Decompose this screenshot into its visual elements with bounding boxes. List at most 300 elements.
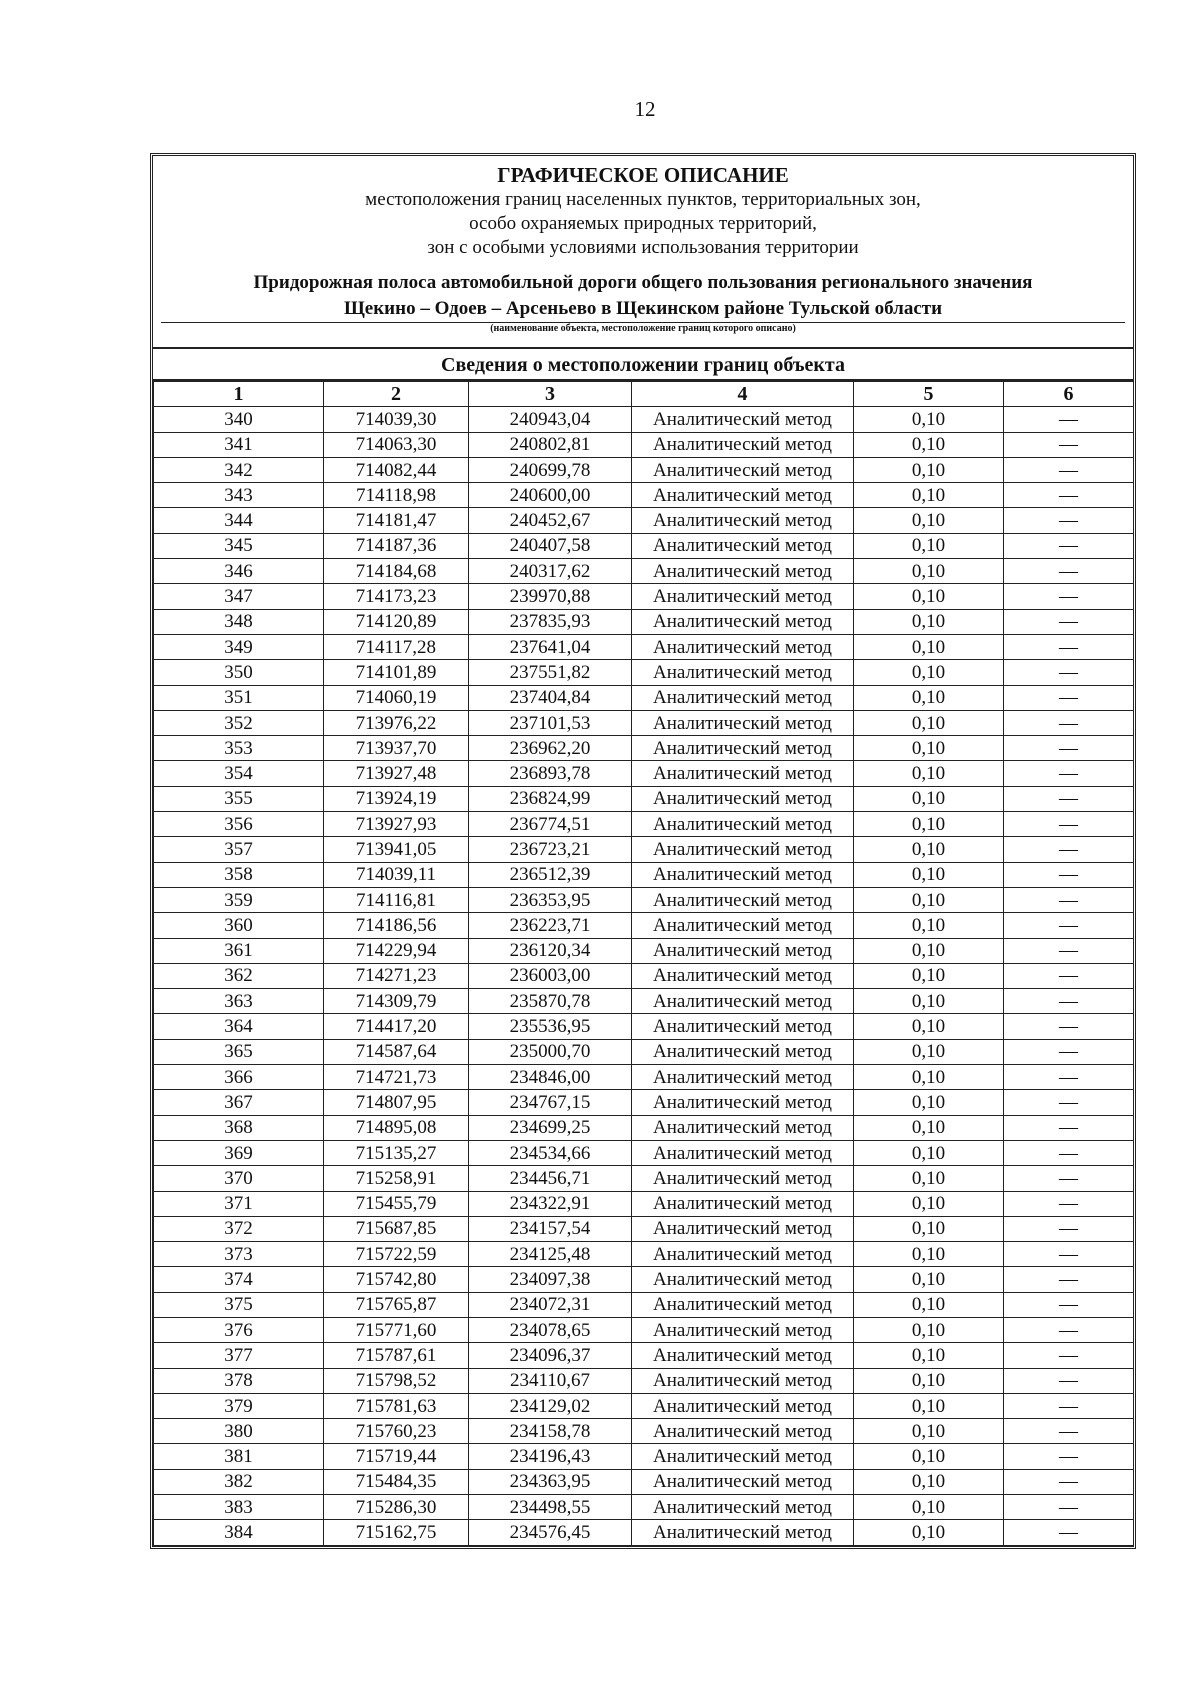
x-coordinate-cell: 715798,52 <box>324 1368 469 1393</box>
method-cell: Аналитический метод <box>632 1267 854 1292</box>
table-row <box>154 1090 1134 1115</box>
x-coordinate-cell: 715162,75 <box>324 1520 469 1545</box>
method-cell: Аналитический метод <box>632 938 854 963</box>
description-cell: — <box>1004 1317 1134 1342</box>
y-coordinate-cell: 235536,95 <box>469 1014 632 1039</box>
subtitle-line-3: зон с особыми условиями использования территории <box>427 237 859 258</box>
point-number-cell: 381 <box>154 1444 324 1469</box>
point-number-cell: 340 <box>154 407 324 432</box>
point-number-cell: 374 <box>154 1267 324 1292</box>
table-row <box>154 533 1134 558</box>
x-coordinate-cell: 715687,85 <box>324 1216 469 1241</box>
table-row <box>154 1216 1134 1241</box>
description-cell: — <box>1004 1216 1134 1241</box>
x-coordinate-cell: 715286,30 <box>324 1495 469 1520</box>
column-header: 5 <box>854 382 1004 407</box>
method-cell: Аналитический метод <box>632 1140 854 1165</box>
accuracy-cell: 0,10 <box>854 634 1004 659</box>
column-header: 2 <box>324 382 469 407</box>
x-coordinate-cell: 715719,44 <box>324 1444 469 1469</box>
x-coordinate-cell: 715135,27 <box>324 1140 469 1165</box>
method-cell: Аналитический метод <box>632 812 854 837</box>
method-cell: Аналитический метод <box>632 609 854 634</box>
x-coordinate-cell: 714039,30 <box>324 407 469 432</box>
table-row <box>154 710 1134 735</box>
method-cell: Аналитический метод <box>632 457 854 482</box>
description-cell: — <box>1004 559 1134 584</box>
point-number-cell: 351 <box>154 685 324 710</box>
point-number-cell: 344 <box>154 508 324 533</box>
accuracy-cell: 0,10 <box>854 736 1004 761</box>
y-coordinate-cell: 237641,04 <box>469 634 632 659</box>
description-cell: — <box>1004 1242 1134 1267</box>
table-row <box>154 584 1134 609</box>
table-row <box>154 457 1134 482</box>
x-coordinate-cell: 715765,87 <box>324 1292 469 1317</box>
point-number-cell: 380 <box>154 1419 324 1444</box>
y-coordinate-cell: 234534,66 <box>469 1140 632 1165</box>
point-number-cell: 355 <box>154 786 324 811</box>
accuracy-cell: 0,10 <box>854 533 1004 558</box>
description-cell: — <box>1004 609 1134 634</box>
subtitle-line-2: особо охраняемых природных территорий, <box>469 213 817 234</box>
y-coordinate-cell: 234072,31 <box>469 1292 632 1317</box>
accuracy-cell: 0,10 <box>854 812 1004 837</box>
y-coordinate-cell: 239970,88 <box>469 584 632 609</box>
object-name-line-1: Придорожная полоса автомобильной дороги общего пользования регионального значения <box>253 272 1033 293</box>
x-coordinate-cell: 714117,28 <box>324 634 469 659</box>
x-coordinate-cell: 715760,23 <box>324 1419 469 1444</box>
y-coordinate-cell: 234078,65 <box>469 1317 632 1342</box>
table-row <box>154 1191 1134 1216</box>
point-number-cell: 373 <box>154 1242 324 1267</box>
x-coordinate-cell: 714417,20 <box>324 1014 469 1039</box>
point-number-cell: 350 <box>154 660 324 685</box>
table-row <box>154 862 1134 887</box>
column-header: 1 <box>154 382 324 407</box>
method-cell: Аналитический метод <box>632 1292 854 1317</box>
y-coordinate-cell: 240600,00 <box>469 483 632 508</box>
accuracy-cell: 0,10 <box>854 508 1004 533</box>
y-coordinate-cell: 236723,21 <box>469 837 632 862</box>
table-row <box>154 837 1134 862</box>
point-number-cell: 353 <box>154 736 324 761</box>
x-coordinate-cell: 714082,44 <box>324 457 469 482</box>
x-coordinate-cell: 714895,08 <box>324 1115 469 1140</box>
point-number-cell: 378 <box>154 1368 324 1393</box>
table-row <box>154 559 1134 584</box>
method-cell: Аналитический метод <box>632 407 854 432</box>
method-cell: Аналитический метод <box>632 786 854 811</box>
table-row <box>154 508 1134 533</box>
description-cell: — <box>1004 457 1134 482</box>
description-cell: — <box>1004 1191 1134 1216</box>
table-row <box>154 938 1134 963</box>
y-coordinate-cell: 240317,62 <box>469 559 632 584</box>
method-cell: Аналитический метод <box>632 1014 854 1039</box>
table-row <box>154 1115 1134 1140</box>
method-cell: Аналитический метод <box>632 887 854 912</box>
point-number-cell: 345 <box>154 533 324 558</box>
accuracy-cell: 0,10 <box>854 1343 1004 1368</box>
description-cell: — <box>1004 736 1134 761</box>
description-cell: — <box>1004 1343 1134 1368</box>
table-row <box>154 761 1134 786</box>
y-coordinate-cell: 240699,78 <box>469 457 632 482</box>
y-coordinate-cell: 240802,81 <box>469 432 632 457</box>
point-number-cell: 362 <box>154 963 324 988</box>
accuracy-cell: 0,10 <box>854 1368 1004 1393</box>
method-cell: Аналитический метод <box>632 1469 854 1494</box>
point-number-cell: 383 <box>154 1495 324 1520</box>
y-coordinate-cell: 234096,37 <box>469 1343 632 1368</box>
x-coordinate-cell: 715781,63 <box>324 1393 469 1418</box>
method-cell: Аналитический метод <box>632 1368 854 1393</box>
description-cell: — <box>1004 1393 1134 1418</box>
point-number-cell: 365 <box>154 1039 324 1064</box>
x-coordinate-cell: 714116,81 <box>324 887 469 912</box>
table-row <box>154 887 1134 912</box>
accuracy-cell: 0,10 <box>854 1419 1004 1444</box>
description-cell: — <box>1004 533 1134 558</box>
y-coordinate-cell: 236223,71 <box>469 913 632 938</box>
subtitle-line-1: местоположения границ населенных пунктов, территориальных зон, <box>365 189 921 210</box>
accuracy-cell: 0,10 <box>854 1216 1004 1241</box>
column-header: 3 <box>469 382 632 407</box>
description-cell: — <box>1004 1115 1134 1140</box>
method-cell: Аналитический метод <box>632 963 854 988</box>
point-number-cell: 346 <box>154 559 324 584</box>
y-coordinate-cell: 234576,45 <box>469 1520 632 1545</box>
point-number-cell: 371 <box>154 1191 324 1216</box>
point-number-cell: 347 <box>154 584 324 609</box>
table-row <box>154 634 1134 659</box>
y-coordinate-cell: 237551,82 <box>469 660 632 685</box>
point-number-cell: 363 <box>154 989 324 1014</box>
method-cell: Аналитический метод <box>632 1115 854 1140</box>
x-coordinate-cell: 714184,68 <box>324 559 469 584</box>
method-cell: Аналитический метод <box>632 862 854 887</box>
description-cell: — <box>1004 1444 1134 1469</box>
description-cell: — <box>1004 1520 1134 1545</box>
y-coordinate-cell: 234125,48 <box>469 1242 632 1267</box>
description-cell: — <box>1004 508 1134 533</box>
x-coordinate-cell: 715258,91 <box>324 1166 469 1191</box>
description-cell: — <box>1004 1065 1134 1090</box>
description-cell: — <box>1004 1419 1134 1444</box>
y-coordinate-cell: 234498,55 <box>469 1495 632 1520</box>
accuracy-cell: 0,10 <box>854 761 1004 786</box>
y-coordinate-cell: 236120,34 <box>469 938 632 963</box>
description-cell: — <box>1004 584 1134 609</box>
y-coordinate-cell: 240407,58 <box>469 533 632 558</box>
description-cell: — <box>1004 432 1134 457</box>
point-number-cell: 361 <box>154 938 324 963</box>
accuracy-cell: 0,10 <box>854 1065 1004 1090</box>
point-number-cell: 349 <box>154 634 324 659</box>
table-row <box>154 1065 1134 1090</box>
table-row <box>154 913 1134 938</box>
object-name-line-2: Щекино – Одоев – Арсеньево в Щекинском районе Тульской области <box>343 298 943 319</box>
description-cell: — <box>1004 913 1134 938</box>
point-number-cell: 343 <box>154 483 324 508</box>
x-coordinate-cell: 714181,47 <box>324 508 469 533</box>
x-coordinate-cell: 714271,23 <box>324 963 469 988</box>
table-row <box>154 1014 1134 1039</box>
method-cell: Аналитический метод <box>632 1444 854 1469</box>
x-coordinate-cell: 715484,35 <box>324 1469 469 1494</box>
table-row <box>154 660 1134 685</box>
description-cell: — <box>1004 963 1134 988</box>
accuracy-cell: 0,10 <box>854 559 1004 584</box>
x-coordinate-cell: 713941,05 <box>324 837 469 862</box>
table-row <box>154 1368 1134 1393</box>
x-coordinate-cell: 714063,30 <box>324 432 469 457</box>
y-coordinate-cell: 234456,71 <box>469 1166 632 1191</box>
method-cell: Аналитический метод <box>632 989 854 1014</box>
x-coordinate-cell: 713924,19 <box>324 786 469 811</box>
table-row <box>154 483 1134 508</box>
table-row <box>154 736 1134 761</box>
description-cell: — <box>1004 1014 1134 1039</box>
method-cell: Аналитический метод <box>632 837 854 862</box>
table-row <box>154 1444 1134 1469</box>
point-number-cell: 375 <box>154 1292 324 1317</box>
table-row <box>154 685 1134 710</box>
description-cell: — <box>1004 761 1134 786</box>
method-cell: Аналитический метод <box>632 660 854 685</box>
y-coordinate-cell: 234129,02 <box>469 1393 632 1418</box>
method-cell: Аналитический метод <box>632 1191 854 1216</box>
accuracy-cell: 0,10 <box>854 457 1004 482</box>
table-row <box>154 1039 1134 1064</box>
y-coordinate-cell: 234158,78 <box>469 1419 632 1444</box>
method-cell: Аналитический метод <box>632 432 854 457</box>
y-coordinate-cell: 236774,51 <box>469 812 632 837</box>
method-cell: Аналитический метод <box>632 736 854 761</box>
table-row <box>154 1393 1134 1418</box>
table-row <box>154 1140 1134 1165</box>
y-coordinate-cell: 234157,54 <box>469 1216 632 1241</box>
description-cell: — <box>1004 862 1134 887</box>
y-coordinate-cell: 236003,00 <box>469 963 632 988</box>
table-header-row <box>154 382 1134 407</box>
point-number-cell: 356 <box>154 812 324 837</box>
y-coordinate-cell: 234363,95 <box>469 1469 632 1494</box>
y-coordinate-cell: 236824,99 <box>469 786 632 811</box>
accuracy-cell: 0,10 <box>854 407 1004 432</box>
point-number-cell: 360 <box>154 913 324 938</box>
point-number-cell: 348 <box>154 609 324 634</box>
y-coordinate-cell: 234322,91 <box>469 1191 632 1216</box>
accuracy-cell: 0,10 <box>854 483 1004 508</box>
table-row <box>154 963 1134 988</box>
x-coordinate-cell: 715771,60 <box>324 1317 469 1342</box>
x-coordinate-cell: 713927,93 <box>324 812 469 837</box>
method-cell: Аналитический метод <box>632 1520 854 1545</box>
description-cell: — <box>1004 812 1134 837</box>
table-row <box>154 786 1134 811</box>
point-number-cell: 342 <box>154 457 324 482</box>
point-number-cell: 379 <box>154 1393 324 1418</box>
description-cell: — <box>1004 1267 1134 1292</box>
document-header <box>153 156 1133 349</box>
table-row <box>154 1495 1134 1520</box>
method-cell: Аналитический метод <box>632 913 854 938</box>
accuracy-cell: 0,10 <box>854 1292 1004 1317</box>
method-cell: Аналитический метод <box>632 1090 854 1115</box>
table-row <box>154 1343 1134 1368</box>
accuracy-cell: 0,10 <box>854 609 1004 634</box>
point-number-cell: 358 <box>154 862 324 887</box>
description-cell: — <box>1004 1495 1134 1520</box>
method-cell: Аналитический метод <box>632 1242 854 1267</box>
document-frame <box>150 153 1136 1549</box>
document-title: ГРАФИЧЕСКОЕ ОПИСАНИЕ <box>497 163 789 187</box>
accuracy-cell: 0,10 <box>854 1014 1004 1039</box>
method-cell: Аналитический метод <box>632 1419 854 1444</box>
point-number-cell: 354 <box>154 761 324 786</box>
x-coordinate-cell: 714186,56 <box>324 913 469 938</box>
accuracy-cell: 0,10 <box>854 1090 1004 1115</box>
accuracy-cell: 0,10 <box>854 938 1004 963</box>
accuracy-cell: 0,10 <box>854 685 1004 710</box>
accuracy-cell: 0,10 <box>854 1469 1004 1494</box>
point-number-cell: 367 <box>154 1090 324 1115</box>
x-coordinate-cell: 714101,89 <box>324 660 469 685</box>
coordinates-table <box>153 381 1134 1546</box>
table-row <box>154 1419 1134 1444</box>
x-coordinate-cell: 714229,94 <box>324 938 469 963</box>
accuracy-cell: 0,10 <box>854 786 1004 811</box>
y-coordinate-cell: 236893,78 <box>469 761 632 786</box>
accuracy-cell: 0,10 <box>854 1393 1004 1418</box>
method-cell: Аналитический метод <box>632 1039 854 1064</box>
accuracy-cell: 0,10 <box>854 989 1004 1014</box>
point-number-cell: 382 <box>154 1469 324 1494</box>
accuracy-cell: 0,10 <box>854 1267 1004 1292</box>
x-coordinate-cell: 714120,89 <box>324 609 469 634</box>
y-coordinate-cell: 234767,15 <box>469 1090 632 1115</box>
description-cell: — <box>1004 1469 1134 1494</box>
y-coordinate-cell: 235000,70 <box>469 1039 632 1064</box>
point-number-cell: 359 <box>154 887 324 912</box>
table-row <box>154 812 1134 837</box>
point-number-cell: 368 <box>154 1115 324 1140</box>
column-header: 4 <box>632 382 854 407</box>
method-cell: Аналитический метод <box>632 1495 854 1520</box>
table-row <box>154 1292 1134 1317</box>
y-coordinate-cell: 234699,25 <box>469 1115 632 1140</box>
y-coordinate-cell: 236962,20 <box>469 736 632 761</box>
method-cell: Аналитический метод <box>632 584 854 609</box>
accuracy-cell: 0,10 <box>854 887 1004 912</box>
y-coordinate-cell: 240452,67 <box>469 508 632 533</box>
method-cell: Аналитический метод <box>632 685 854 710</box>
accuracy-cell: 0,10 <box>854 1444 1004 1469</box>
y-coordinate-cell: 237101,53 <box>469 710 632 735</box>
y-coordinate-cell: 237835,93 <box>469 609 632 634</box>
column-header: 6 <box>1004 382 1134 407</box>
table-row <box>154 609 1134 634</box>
x-coordinate-cell: 714187,36 <box>324 533 469 558</box>
accuracy-cell: 0,10 <box>854 1166 1004 1191</box>
x-coordinate-cell: 715742,80 <box>324 1267 469 1292</box>
object-caption: (наименование объекта, местоположение границ которого описано) <box>490 323 796 334</box>
description-cell: — <box>1004 1090 1134 1115</box>
y-coordinate-cell: 235870,78 <box>469 989 632 1014</box>
x-coordinate-cell: 714060,19 <box>324 685 469 710</box>
table-body <box>154 407 1134 1545</box>
description-cell: — <box>1004 837 1134 862</box>
description-cell: — <box>1004 887 1134 912</box>
accuracy-cell: 0,10 <box>854 913 1004 938</box>
accuracy-cell: 0,10 <box>854 1115 1004 1140</box>
accuracy-cell: 0,10 <box>854 1242 1004 1267</box>
description-cell: — <box>1004 1039 1134 1064</box>
page-number: 12 <box>634 97 656 121</box>
method-cell: Аналитический метод <box>632 533 854 558</box>
method-cell: Аналитический метод <box>632 508 854 533</box>
y-coordinate-cell: 237404,84 <box>469 685 632 710</box>
table-row <box>154 1166 1134 1191</box>
object-name <box>165 270 1121 322</box>
accuracy-cell: 0,10 <box>854 660 1004 685</box>
accuracy-cell: 0,10 <box>854 1039 1004 1064</box>
accuracy-cell: 0,10 <box>854 963 1004 988</box>
table-row <box>154 1242 1134 1267</box>
table-row <box>154 407 1134 432</box>
accuracy-cell: 0,10 <box>854 837 1004 862</box>
x-coordinate-cell: 714118,98 <box>324 483 469 508</box>
table-row <box>154 432 1134 457</box>
x-coordinate-cell: 714173,23 <box>324 584 469 609</box>
description-cell: — <box>1004 786 1134 811</box>
method-cell: Аналитический метод <box>632 761 854 786</box>
accuracy-cell: 0,10 <box>854 862 1004 887</box>
x-coordinate-cell: 713937,70 <box>324 736 469 761</box>
description-cell: — <box>1004 1368 1134 1393</box>
method-cell: Аналитический метод <box>632 483 854 508</box>
table-row <box>154 1469 1134 1494</box>
point-number-cell: 352 <box>154 710 324 735</box>
method-cell: Аналитический метод <box>632 1166 854 1191</box>
x-coordinate-cell: 715455,79 <box>324 1191 469 1216</box>
method-cell: Аналитический метод <box>632 1216 854 1241</box>
accuracy-cell: 0,10 <box>854 710 1004 735</box>
accuracy-cell: 0,10 <box>854 1520 1004 1545</box>
y-coordinate-cell: 234846,00 <box>469 1065 632 1090</box>
accuracy-cell: 0,10 <box>854 1495 1004 1520</box>
x-coordinate-cell: 715787,61 <box>324 1343 469 1368</box>
x-coordinate-cell: 714587,64 <box>324 1039 469 1064</box>
x-coordinate-cell: 714309,79 <box>324 989 469 1014</box>
y-coordinate-cell: 236353,95 <box>469 887 632 912</box>
method-cell: Аналитический метод <box>632 559 854 584</box>
x-coordinate-cell: 715722,59 <box>324 1242 469 1267</box>
point-number-cell: 384 <box>154 1520 324 1545</box>
section-title: Сведения о местоположении границ объекта <box>153 353 1133 381</box>
description-cell: — <box>1004 685 1134 710</box>
method-cell: Аналитический метод <box>632 1343 854 1368</box>
table-row <box>154 1317 1134 1342</box>
x-coordinate-cell: 714721,73 <box>324 1065 469 1090</box>
x-coordinate-cell: 713976,22 <box>324 710 469 735</box>
description-cell: — <box>1004 1140 1134 1165</box>
table-row <box>154 989 1134 1014</box>
accuracy-cell: 0,10 <box>854 1140 1004 1165</box>
description-cell: — <box>1004 1292 1134 1317</box>
